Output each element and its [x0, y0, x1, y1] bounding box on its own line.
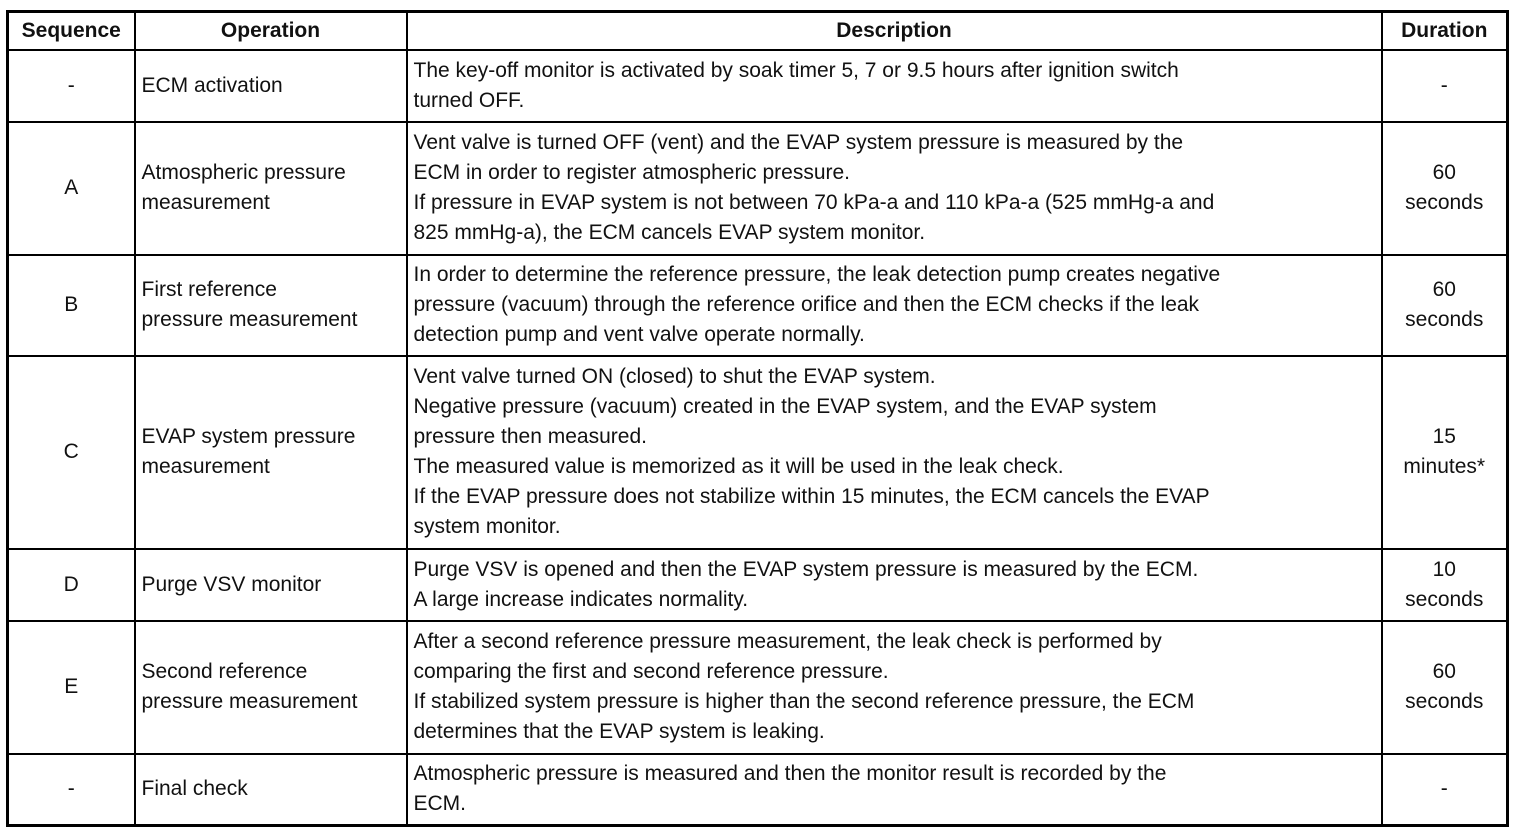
table-row [8, 356, 1508, 549]
operation-cell-line: Purge VSV monitor [141, 572, 322, 596]
duration-cell [1382, 754, 1508, 826]
description-cell-line: A large increase indicates normality. [413, 587, 749, 611]
duration-cell [1382, 50, 1508, 122]
duration-cell-line: - [1440, 73, 1448, 97]
sequence-cell: A [8, 122, 135, 255]
description-cell-line: After a second reference pressure measurement, the leak check is performed by [413, 630, 1162, 653]
sequence-cell: D [8, 549, 135, 621]
duration-cell-line: seconds [1405, 191, 1484, 214]
duration-cell-line: 15 [1432, 425, 1456, 448]
description-cell-line: The key-off monitor is activated by soak timer 5, 7 or 9.5 hours after ignition switch [413, 58, 1179, 82]
operation-cell-line: ECM activation [141, 73, 283, 97]
operation-cell [135, 122, 407, 255]
operation-cell-line: Second reference [141, 660, 308, 683]
duration-cell [1382, 255, 1508, 356]
operation-cell-line: pressure measurement [141, 308, 358, 331]
header-operation: Operation [135, 12, 407, 50]
duration-cell-line: seconds [1405, 308, 1484, 331]
description-cell [407, 122, 1382, 255]
duration-cell-line: 60 [1432, 161, 1456, 184]
description-cell-line: The measured value is memorized as it will be used in the leak check. [413, 455, 1064, 478]
table-row [8, 50, 1508, 122]
table-row [8, 754, 1508, 826]
sequence-cell: - [8, 50, 135, 122]
duration-cell-line: seconds [1405, 690, 1484, 713]
description-cell-line: turned OFF. [413, 88, 525, 112]
operation-cell [135, 356, 407, 549]
operation-cell-line: First reference [141, 278, 277, 301]
description-cell-line: pressure then measured. [413, 425, 647, 448]
duration-cell [1382, 549, 1508, 621]
operation-cell-line: measurement [141, 191, 270, 214]
description-cell-line: If stabilized system pressure is higher than the second reference pressure, the ECM [413, 690, 1195, 713]
duration-cell-line: seconds [1405, 587, 1484, 611]
description-cell-line: 825 mmHg-a), the ECM cancels EVAP system monitor. [413, 221, 926, 244]
table-header-row [8, 12, 1508, 50]
description-cell-line: ECM in order to register atmospheric pressure. [413, 161, 850, 184]
description-cell [407, 549, 1382, 621]
description-cell-line: pressure (vacuum) through the reference orifice and then the ECM checks if the leak [413, 293, 1200, 316]
table-row [8, 621, 1508, 754]
operation-cell [135, 50, 407, 122]
duration-cell [1382, 356, 1508, 549]
sequence-cell: B [8, 255, 135, 356]
description-cell-line: detection pump and vent valve operate normally. [413, 323, 865, 346]
duration-cell-line: minutes* [1403, 455, 1486, 478]
operation-cell-line: EVAP system pressure [141, 425, 356, 448]
operation-cell [135, 754, 407, 826]
sequence-cell: - [8, 754, 135, 826]
operation-cell [135, 549, 407, 621]
description-cell [407, 621, 1382, 754]
table-row [8, 549, 1508, 621]
duration-cell-line: 10 [1432, 557, 1456, 581]
table-row [8, 122, 1508, 255]
sequence-cell: E [8, 621, 135, 754]
description-cell-line: If pressure in EVAP system is not between 70 kPa-a and 110 kPa-a (525 mmHg-a and [413, 191, 1215, 214]
duration-cell [1382, 621, 1508, 754]
header-sequence: Sequence [8, 12, 135, 50]
description-cell-line: If the EVAP pressure does not stabilize within 15 minutes, the ECM cancels the EVAP [413, 485, 1210, 508]
description-cell-line: determines that the EVAP system is leaking. [413, 720, 825, 743]
duration-cell-line: - [1440, 777, 1448, 801]
header-description: Description [407, 12, 1382, 50]
table-row [8, 255, 1508, 356]
description-cell-line: Vent valve turned ON (closed) to shut the EVAP system. [413, 365, 936, 388]
description-cell-line: In order to determine the reference pressure, the leak detection pump creates negative [413, 263, 1221, 286]
description-cell-line: Atmospheric pressure is measured and then the monitor result is recorded by the [413, 762, 1167, 786]
description-cell [407, 255, 1382, 356]
operation-cell-line: Final check [141, 777, 248, 801]
sequence-cell: C [8, 356, 135, 549]
description-cell-line: Purge VSV is opened and then the EVAP system pressure is measured by the ECM. [413, 557, 1199, 581]
operation-cell-line: pressure measurement [141, 690, 358, 713]
evap-monitor-sequence-sheet [6, 10, 1506, 826]
evap-monitor-sequence-table [6, 10, 1509, 827]
header-duration: Duration [1382, 12, 1508, 50]
description-cell-line: Vent valve is turned OFF (vent) and the EVAP system pressure is measured by the [413, 131, 1184, 154]
duration-cell [1382, 122, 1508, 255]
description-cell [407, 754, 1382, 826]
description-cell-line: system monitor. [413, 515, 561, 538]
description-cell-line: Negative pressure (vacuum) created in the EVAP system, and the EVAP system [413, 395, 1157, 418]
operation-cell-line: measurement [141, 455, 270, 478]
description-cell [407, 356, 1382, 549]
operation-cell [135, 621, 407, 754]
duration-cell-line: 60 [1432, 278, 1456, 301]
operation-cell [135, 255, 407, 356]
description-cell-line: ECM. [413, 792, 466, 816]
duration-cell-line: 60 [1432, 660, 1456, 683]
description-cell [407, 50, 1382, 122]
description-cell-line: comparing the first and second reference pressure. [413, 660, 889, 683]
operation-cell-line: Atmospheric pressure [141, 161, 346, 184]
